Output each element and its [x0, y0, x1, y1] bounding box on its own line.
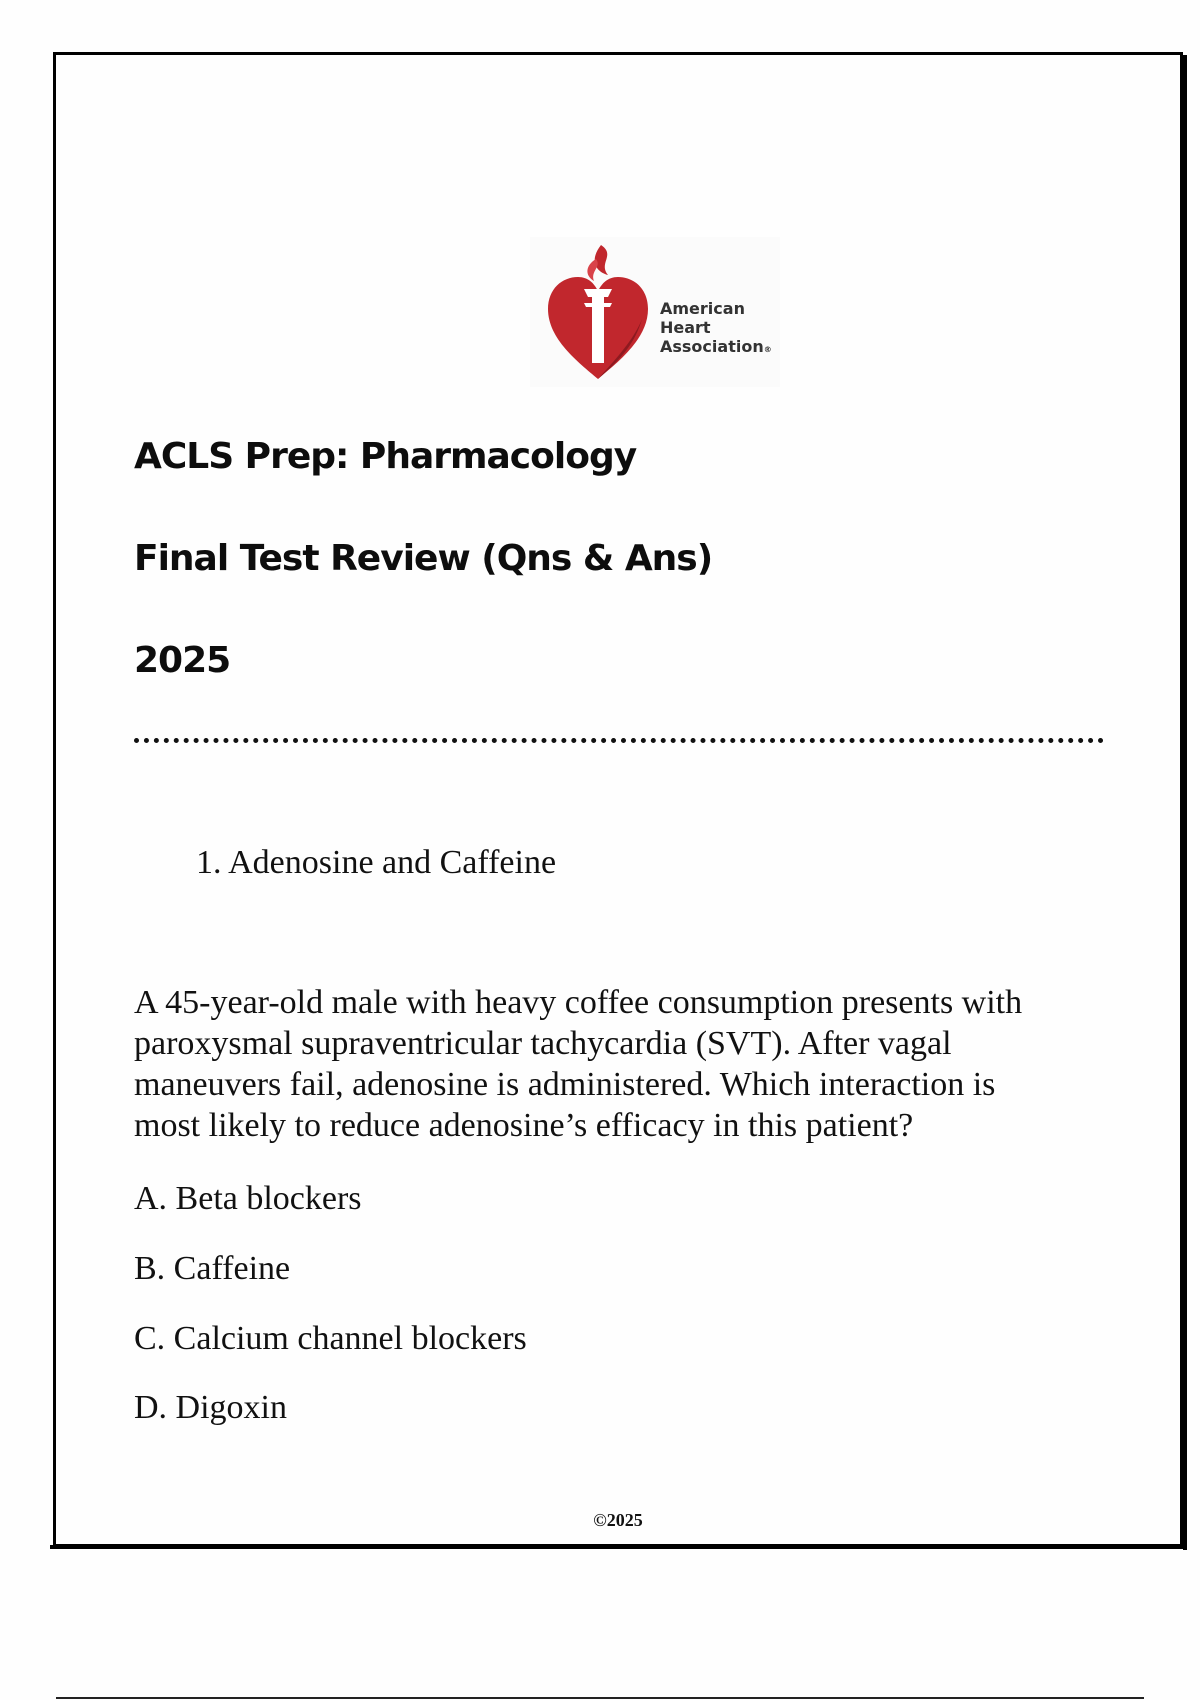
question-line: paroxysmal supraventricular tachycardia (SVT). After vagal — [134, 1025, 952, 1062]
dotted-divider — [134, 738, 1104, 743]
title-year: 2025 — [134, 640, 231, 681]
logo-line-3: Association — [660, 337, 764, 356]
option-b: B. Caffeine — [134, 1250, 291, 1287]
logo-line-2: Heart — [660, 318, 711, 337]
bottom-rule — [56, 1697, 1144, 1699]
question-stem — [134, 982, 1134, 1146]
section-heading: 1. Adenosine and Caffeine — [196, 844, 557, 881]
logo-line-1: American — [660, 299, 745, 318]
title-line-1: ACLS Prep: Pharmacology — [134, 436, 637, 477]
copyright-footer: ©2025 — [593, 1510, 643, 1530]
title-line-2: Final Test Review (Qns & Ans) — [134, 538, 713, 579]
registered-mark: ® — [763, 345, 772, 354]
option-a: A. Beta blockers — [134, 1180, 362, 1217]
question-line: maneuvers fail, adenosine is administered. Which interaction is — [134, 1066, 996, 1103]
question-line: most likely to reduce adenosine’s efficacy in this patient? — [134, 1107, 914, 1144]
page-shadow-bottom — [50, 1545, 1187, 1549]
aha-heart-torch-icon — [538, 237, 658, 387]
option-d: D. Digoxin — [134, 1389, 287, 1426]
aha-logo — [530, 237, 780, 387]
question-line: A 45-year-old male with heavy coffee consumption presents with — [134, 984, 1023, 1021]
option-c: C. Calcium channel blockers — [134, 1320, 527, 1357]
page-shadow-right — [1183, 55, 1187, 1550]
